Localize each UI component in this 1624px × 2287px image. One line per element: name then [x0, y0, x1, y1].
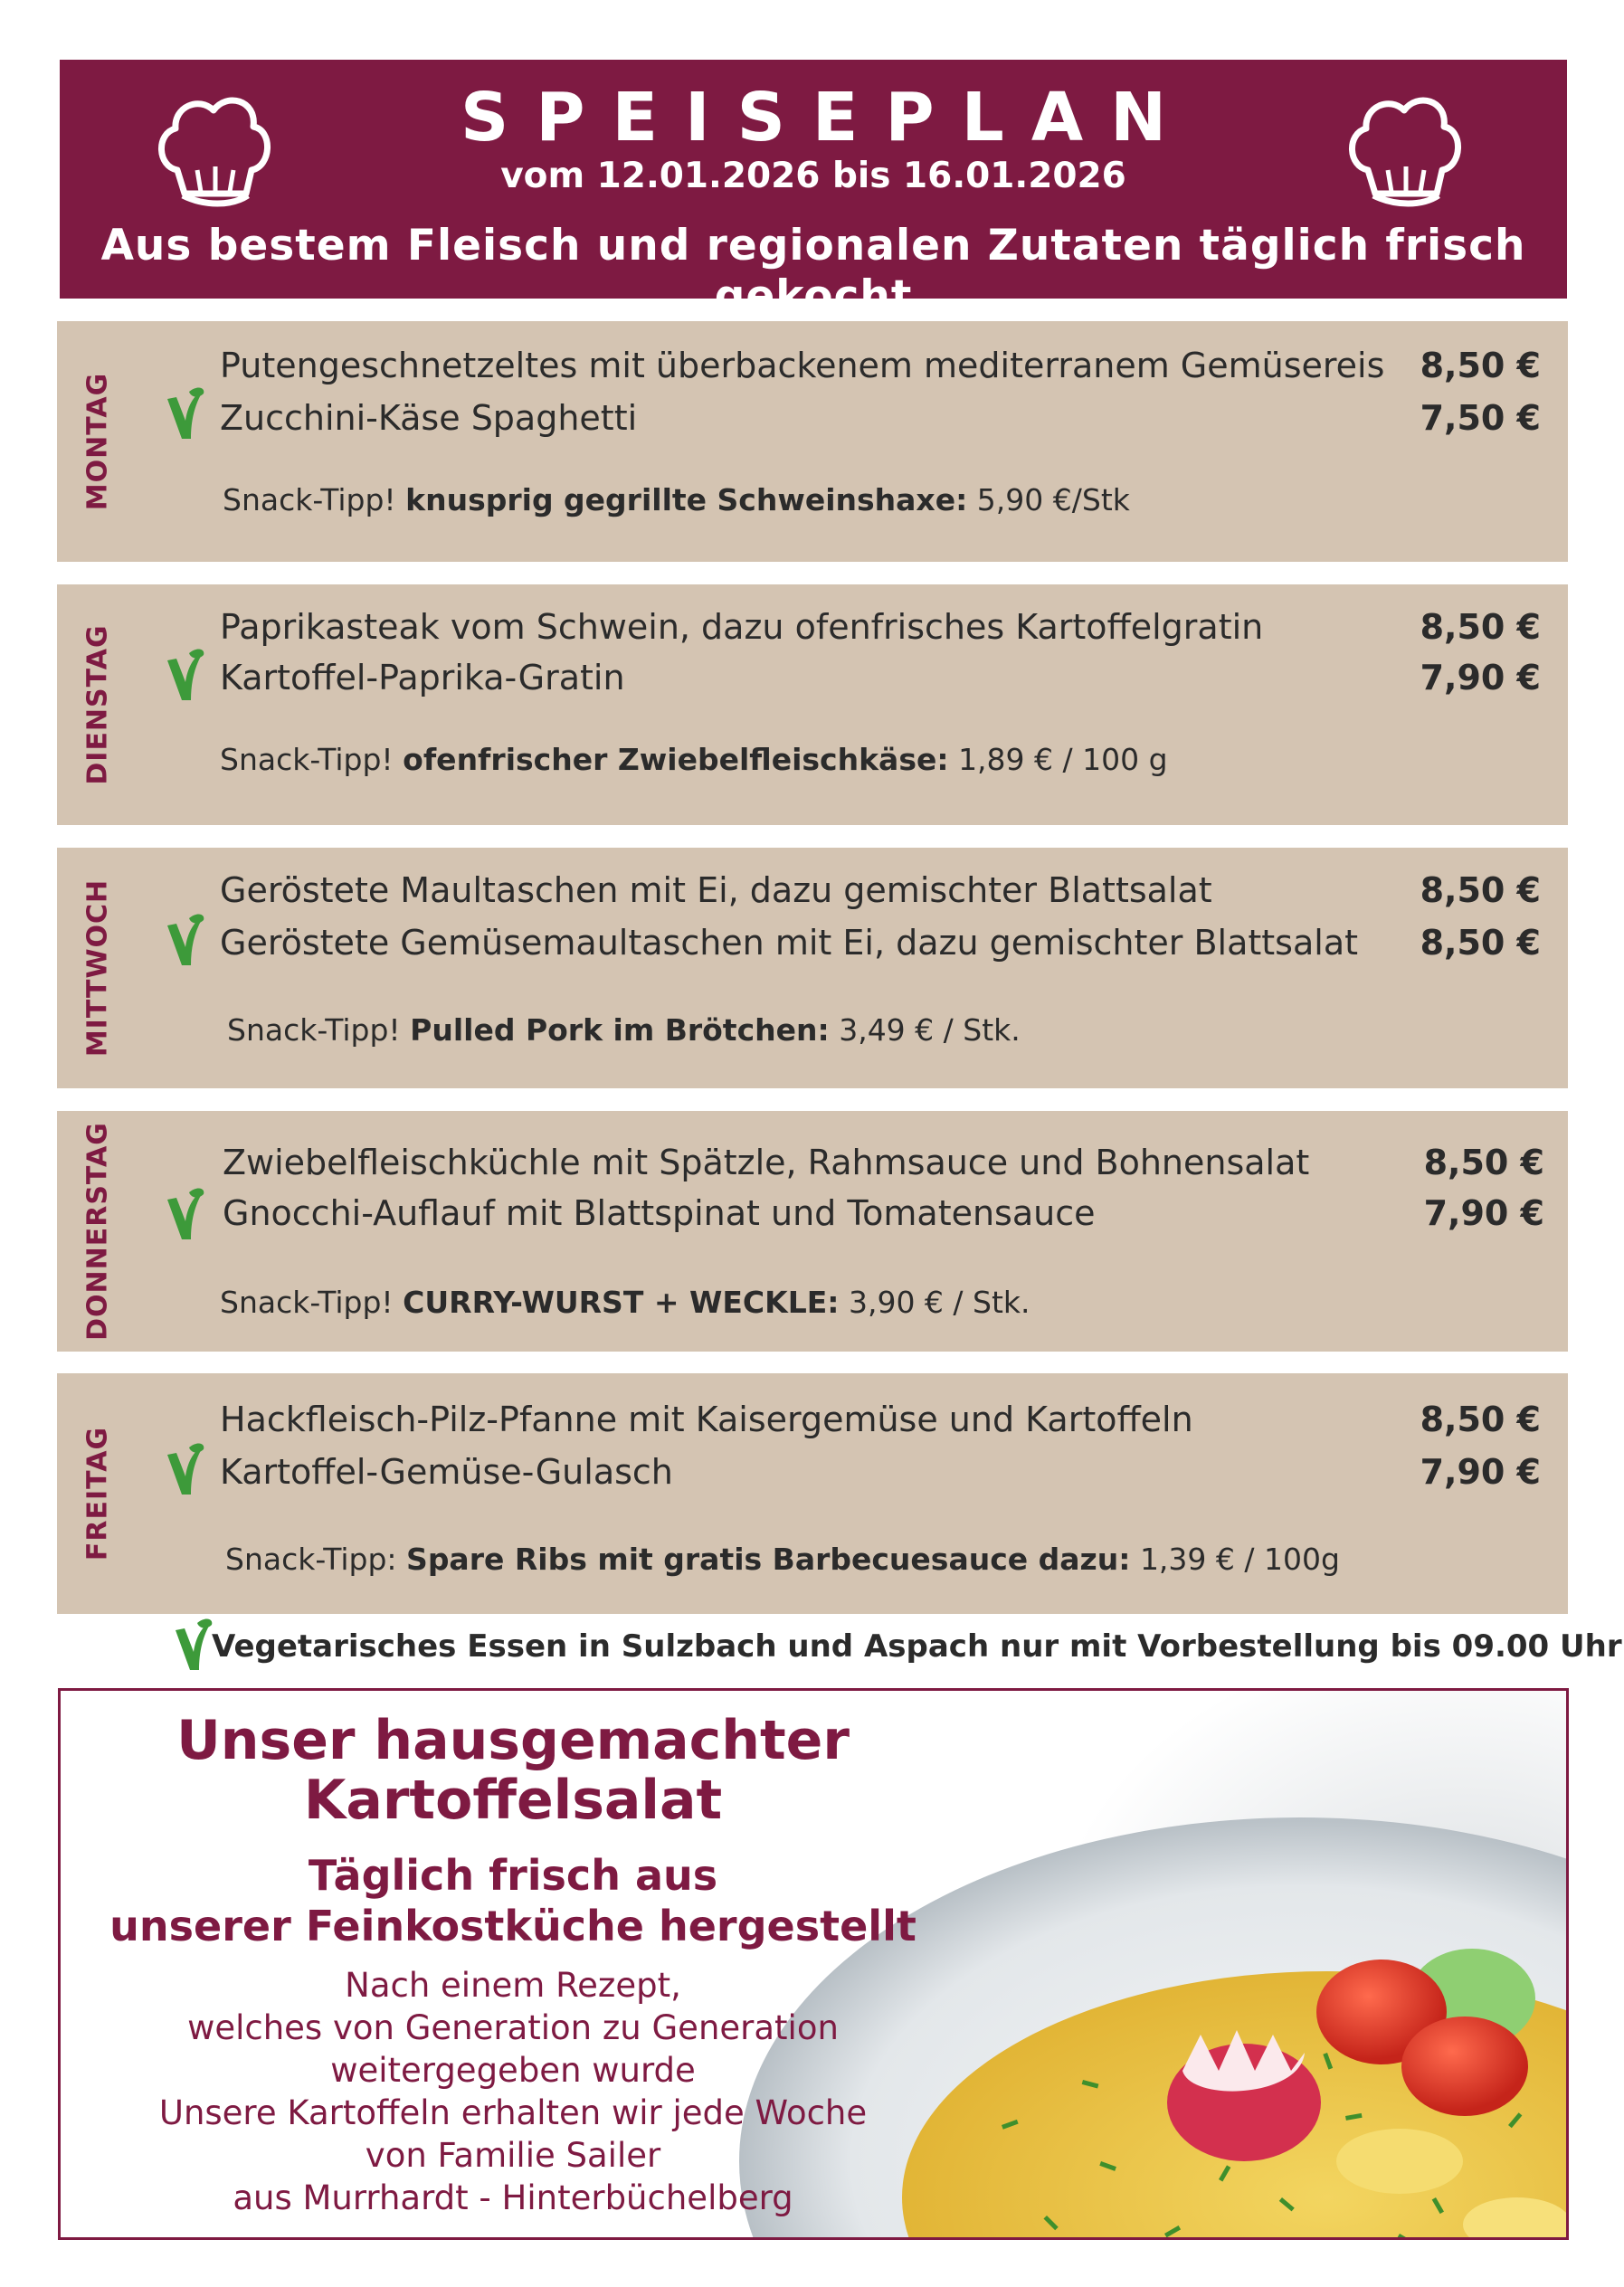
menu-price: 8,50 €: [1420, 1400, 1541, 1439]
menu-item-meat: Putengeschnetzeltes mit überbackenem mediterranem Gemüsereis: [220, 346, 1385, 385]
snack-tip: Snack-Tipp! ofenfrischer Zwiebelfleischkäse: 1,89 € / 100 g: [220, 742, 1168, 777]
vegetarian-icon: [164, 1185, 205, 1243]
promo-subheading: Täglich frisch aus unserer Feinkostküche hergestellt: [109, 1851, 916, 1950]
menu-price: 8,50 €: [1420, 346, 1541, 385]
menu-item-veg: Kartoffel-Paprika-Gratin: [220, 658, 625, 697]
menu-price: 7,50 €: [1420, 398, 1541, 438]
vegetarian-icon: [164, 1440, 205, 1498]
vegetarian-note-text: Vegetarisches Essen in Sulzbach und Aspach nur mit Vorbestellung bis 09.00 Uhr: [212, 1628, 1622, 1665]
vegetarian-icon: [164, 646, 205, 704]
menu-price: 8,50 €: [1420, 923, 1541, 963]
menu-item-veg: Gnocchi-Auflauf mit Blattspinat und Tomatensauce: [223, 1193, 1096, 1233]
snack-tip: Snack-Tipp! CURRY-WURST + WECKLE: 3,90 € / Stk.: [220, 1285, 1030, 1320]
promo-heading: Unser hausgemachter Kartoffelsalat: [176, 1709, 850, 1832]
menu-item-meat: Geröstete Maultaschen mit Ei, dazu gemischter Blattsalat: [220, 870, 1212, 910]
day-label: FREITAG: [81, 1426, 114, 1561]
tagline: Aus bestem Fleisch und regionalen Zutaten täglich frisch gekocht: [100, 221, 1526, 321]
menu-price: 7,90 €: [1423, 1193, 1544, 1233]
promo-body: Nach einem Rezept, welches von Generation zu Generation weitergegeben wurde Unsere Kartoffeln erhalten wir jede Woche von Familie Sailer aus Murrhardt - Hinterbüchelberg: [158, 1966, 868, 2217]
vegetarian-icon: [164, 384, 205, 442]
day-label: DONNERSTAG: [81, 1122, 114, 1341]
snack-tip: Snack-Tipp! knusprig gegrillte Schweinshaxe: 5,90 €/Stk: [223, 482, 1130, 517]
header-banner: [60, 60, 1567, 321]
day-label: DIENSTAG: [81, 624, 114, 785]
menu-item-veg: Geröstete Gemüsemaultaschen mit Ei, dazu gemischter Blattsalat: [220, 923, 1359, 963]
menu-price: 8,50 €: [1420, 607, 1541, 647]
menu-item-veg: Zucchini-Käse Spaghetti: [220, 398, 638, 438]
snack-tip: Snack-Tipp: Spare Ribs mit gratis Barbecuesauce dazu: 1,39 € / 100g: [225, 1542, 1340, 1577]
menu-item-veg: Kartoffel-Gemüse-Gulasch: [220, 1452, 673, 1492]
menu-price: 8,50 €: [1420, 870, 1541, 910]
day-panel-dienstag: [57, 584, 1568, 825]
day-label: MITTWOCH: [81, 878, 114, 1058]
day-panel-freitag: [57, 1373, 1568, 1614]
day-label: MONTAG: [81, 372, 114, 511]
menu-price: 7,90 €: [1420, 1452, 1541, 1492]
menu-item-meat: Paprikasteak vom Schwein, dazu ofenfrisches Kartoffelgratin: [220, 607, 1264, 647]
vegetarian-icon: [172, 1616, 214, 1674]
menu-price: 7,90 €: [1420, 658, 1541, 697]
day-panel-montag: [57, 321, 1568, 562]
promo-box: [58, 1688, 1569, 2240]
menu-item-meat: Hackfleisch-Pilz-Pfanne mit Kaisergemüse und Kartoffeln: [220, 1400, 1193, 1439]
vegetarian-icon: [164, 911, 205, 969]
menu-price: 8,50 €: [1423, 1143, 1544, 1182]
day-panel-donnerstag: [57, 1111, 1568, 1352]
snack-tip: Snack-Tipp! Pulled Pork im Brötchen: 3,49 € / Stk.: [227, 1012, 1021, 1048]
date-range: vom 12.01.2026 bis 16.01.2026: [500, 156, 1126, 196]
day-panel-mittwoch: [57, 848, 1568, 1088]
page-title: SPEISEPLAN: [460, 79, 1194, 157]
menu-item-meat: Zwiebelfleischküchle mit Spätzle, Rahmsauce und Bohnensalat: [223, 1143, 1310, 1182]
